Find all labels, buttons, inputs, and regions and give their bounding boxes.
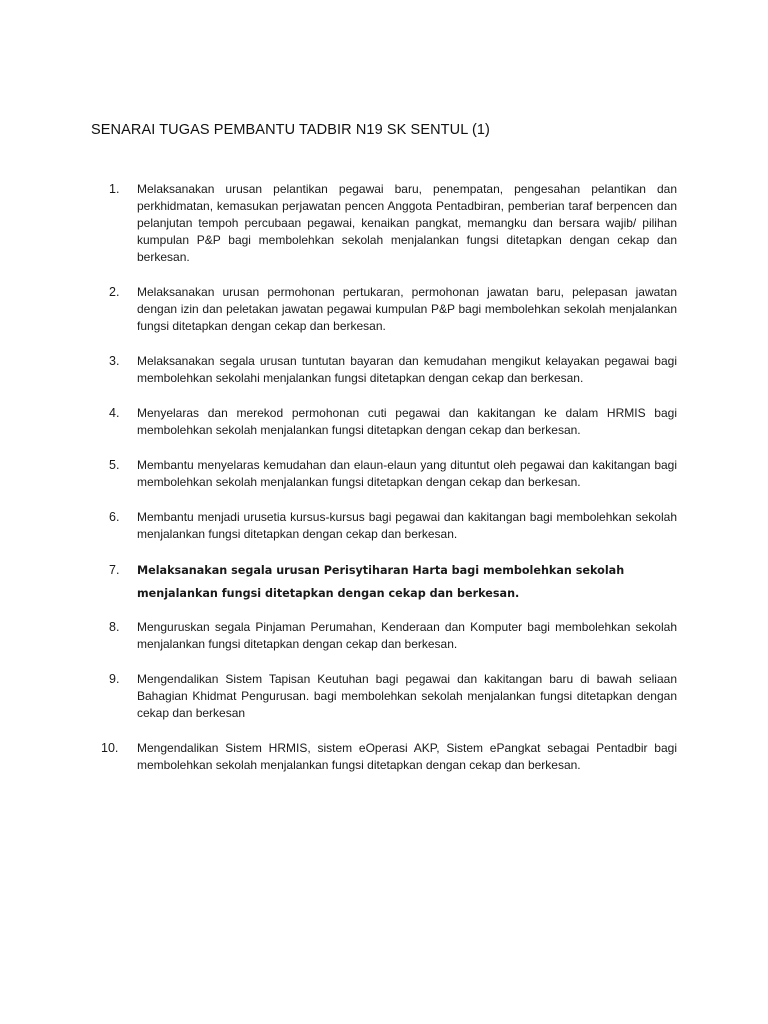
task-item-1 — [109, 181, 677, 266]
task-item-7 — [109, 559, 677, 605]
task-item-6 — [109, 509, 677, 543]
task-number: 10. — [101, 741, 119, 755]
task-number: 9. — [109, 672, 120, 686]
task-text: Menguruskan segala Pinjaman Perumahan, Kenderaan dan Komputer bagi membolehkan sekolah menjalankan fungsi ditetapkan dengan cekap dan berkesan. — [137, 620, 677, 651]
document-title: SENARAI TUGAS PEMBANTU TADBIR N19 SK SENTUL (1) — [91, 122, 490, 138]
task-item-3 — [109, 353, 677, 387]
task-item-8 — [109, 619, 677, 653]
task-item-2 — [109, 284, 677, 335]
task-number: 5. — [109, 458, 120, 472]
task-number: 6. — [109, 510, 120, 524]
task-text: Melaksanakan segala urusan tuntutan bayaran dan kemudahan mengikut kelayakan pegawai bagi membolehkan sekolahi menjalankan fungsi ditetapkan dengan cekap dan berkesan. — [137, 354, 677, 385]
task-text: Menyelaras dan merekod permohonan cuti pegawai dan kakitangan ke dalam HRMIS bagi membolehkan sekolah menjalankan fungsi ditetapkan dengan cekap dan berkesan. — [137, 406, 677, 437]
task-number: 4. — [109, 406, 120, 420]
task-item-9 — [109, 671, 677, 722]
task-text: Melaksanakan segala urusan Perisytiharan Harta bagi membolehkan sekolah menjalankan fungsi ditetapkan dengan cekap dan berkesan. — [137, 564, 625, 600]
task-item-5 — [109, 457, 677, 491]
task-number: 3. — [109, 354, 120, 368]
task-number: 8. — [109, 620, 120, 634]
task-list — [101, 181, 677, 774]
task-text: Mengendalikan Sistem Tapisan Keutuhan bagi pegawai dan kakitangan baru di bawah seliaan Bahagian Khidmat Pengurusan. bagi membolehkan sekolah menjalankan fungsi ditetapkan dengan cekap dan berkesan — [137, 672, 677, 720]
task-number: 1. — [109, 182, 120, 196]
task-number: 2. — [109, 285, 120, 299]
task-text: Membantu menjadi urusetia kursus-kursus bagi pegawai dan kakitangan bagi membolehkan sekolah menjalankan fungsi ditetapkan dengan cekap dan berkesan. — [137, 510, 677, 541]
task-text: Melaksanakan urusan pelantikan pegawai baru, penempatan, pengesahan pelantikan dan perkhidmatan, kemasukan perjawatan pencen Anggota Pentadbiran, pemberian taraf berpencen dan pelanjutan tempoh percubaan pegawai, kenaikan pangkat, memangku dan bersara wajib/ pilihan kumpulan P&P bagi membolehkan sekolah menjalankan fungsi ditetapkan dengan cekap dan berkesan. — [137, 182, 677, 264]
task-item-10 — [101, 740, 677, 774]
task-text: Mengendalikan Sistem HRMIS, sistem eOperasi AKP, Sistem ePangkat sebagai Pentadbir bagi membolehkan sekolah menjalankan fungsi ditetapkan dengan cekap dan berkesan. — [137, 741, 677, 772]
task-item-4 — [109, 405, 677, 439]
task-number: 7. — [109, 563, 120, 577]
task-text: Melaksanakan urusan permohonan pertukaran, permohonan jawatan baru, pelepasan jawatan dengan izin dan peletakan jawatan pegawai kumpulan P&P bagi membolehkan sekolah menjalankan fungsi ditetapkan dengan cekap dan berkesan. — [137, 285, 677, 333]
task-text: Membantu menyelaras kemudahan dan elaun-elaun yang dituntut oleh pegawai dan kakitangan bagi membolehkan sekolah menjalankan fungsi ditetapkan dengan cekap dan berkesan. — [137, 458, 677, 489]
